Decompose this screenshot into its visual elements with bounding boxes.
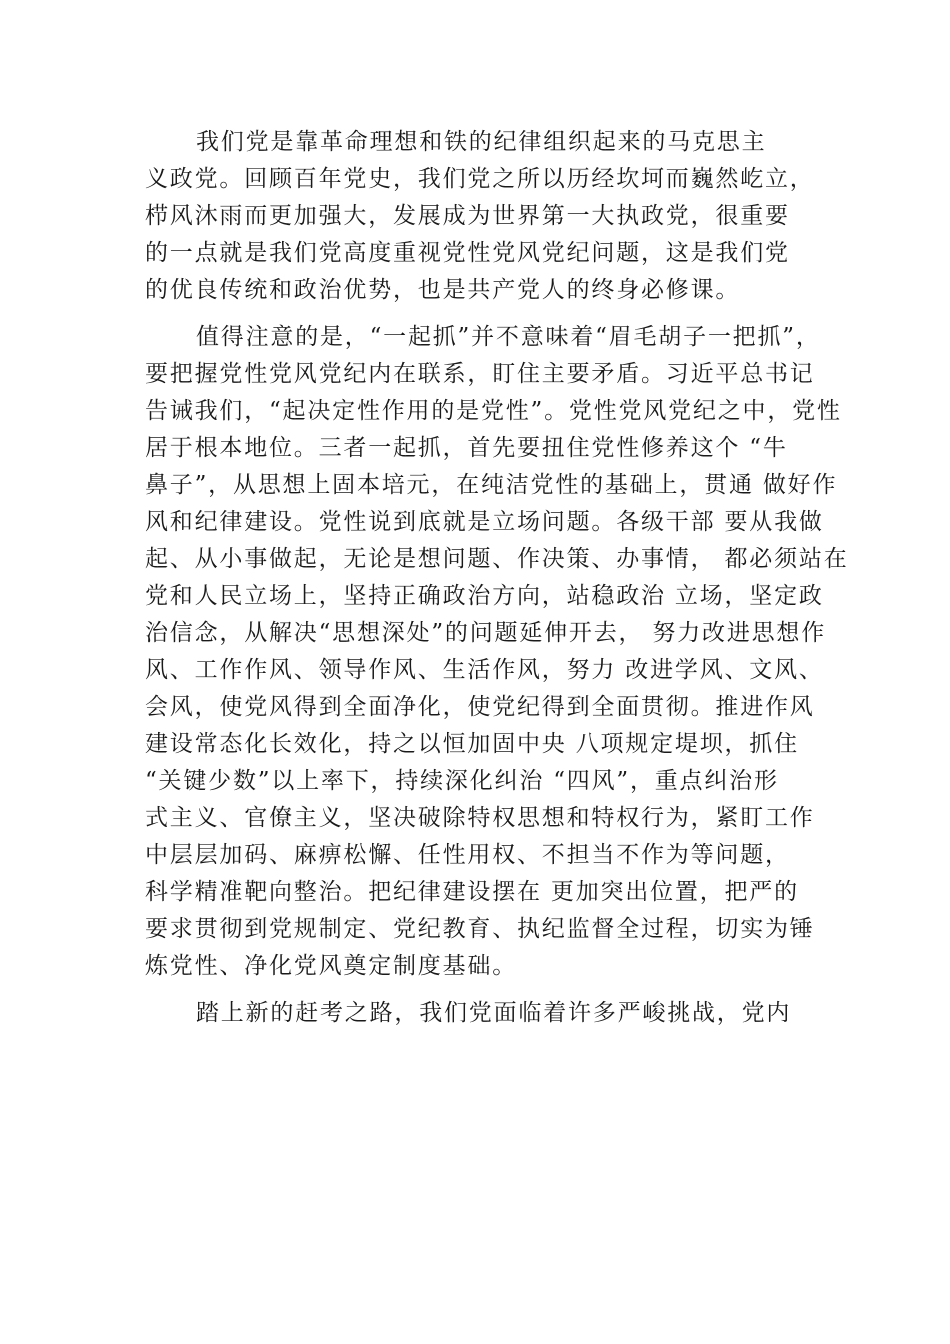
text-line: 要求贯彻到党规制定、党纪教育、执纪监督全过程，切实为锤 xyxy=(145,916,815,942)
text-line: 治信念，从解决“思想深处”的问题延伸开去， 努力改进思想作 xyxy=(145,620,827,646)
text-line: 风和纪律建设。党性说到底就是立场问题。各级干部 要从我做 xyxy=(145,509,824,535)
text-line: 的优良传统和政治优势，也是共产党人的终身必修课。 xyxy=(145,277,741,303)
text-line: 义政党。回顾百年党史，我们党之所以历经坎坷而巍然屹立， xyxy=(145,166,815,192)
text-line: 科学精准靶向整治。把纪律建设摆在 更加突出位置，把严的 xyxy=(145,879,799,905)
text-line: 炼党性、净化党风奠定制度基础。 xyxy=(145,953,517,979)
text-line: 要把握党性党风党纪内在联系，盯住主要矛盾。习近平总书记 xyxy=(145,361,815,387)
text-line: 风、工作作风、领导作风、生活作风，努力 改进学风、文风、 xyxy=(145,657,824,683)
text-line: 踏上新的赶考之路，我们党面临着许多严峻挑战，党内 xyxy=(196,1000,792,1026)
text-line: “关键少数”以上率下，持续深化纠治 “四风”，重点纠治形 xyxy=(145,768,779,794)
text-line: 我们党是靠革命理想和铁的纪律组织起来的马克思主 xyxy=(196,129,767,155)
text-line: 值得注意的是，“一起抓”并不意味着“眉毛胡子一把抓”， xyxy=(196,324,821,350)
text-line: 式主义、官僚主义，坚决破除特权思想和特权行为，紧盯工作 xyxy=(145,805,815,831)
text-line: 栉风沐雨而更加强大，发展成为世界第一大执政党，很重要 xyxy=(145,203,790,229)
text-line: 居于根本地位。三者一起抓，首先要扭住党性修养这个 “牛 xyxy=(145,435,788,461)
text-line: 鼻子”，从思想上固本培元，在纯洁党性的基础上，贯通 做好作 xyxy=(145,472,838,498)
text-line: 会风，使党风得到全面净化，使党纪得到全面贯彻。推进作风 xyxy=(145,694,815,720)
text-line: 告诫我们，“起决定性作用的是党性”。党性党风党纪之中，党性 xyxy=(145,398,842,424)
text-line: 的一点就是我们党高度重视党性党风党纪问题，这是我们党 xyxy=(145,240,790,266)
text-line: 党和人民立场上，坚持正确政治方向，站稳政治 立场，坚定政 xyxy=(145,583,824,609)
text-line: 建设常态化长效化，持之以恒加固中央 八项规定堤坝，抓住 xyxy=(145,731,799,757)
text-line: 起、从小事做起，无论是想问题、作决策、办事情， 都必须站在 xyxy=(145,546,849,572)
text-line: 中层层加码、麻痹松懈、任性用权、不担当不作为等问题， xyxy=(145,842,790,868)
